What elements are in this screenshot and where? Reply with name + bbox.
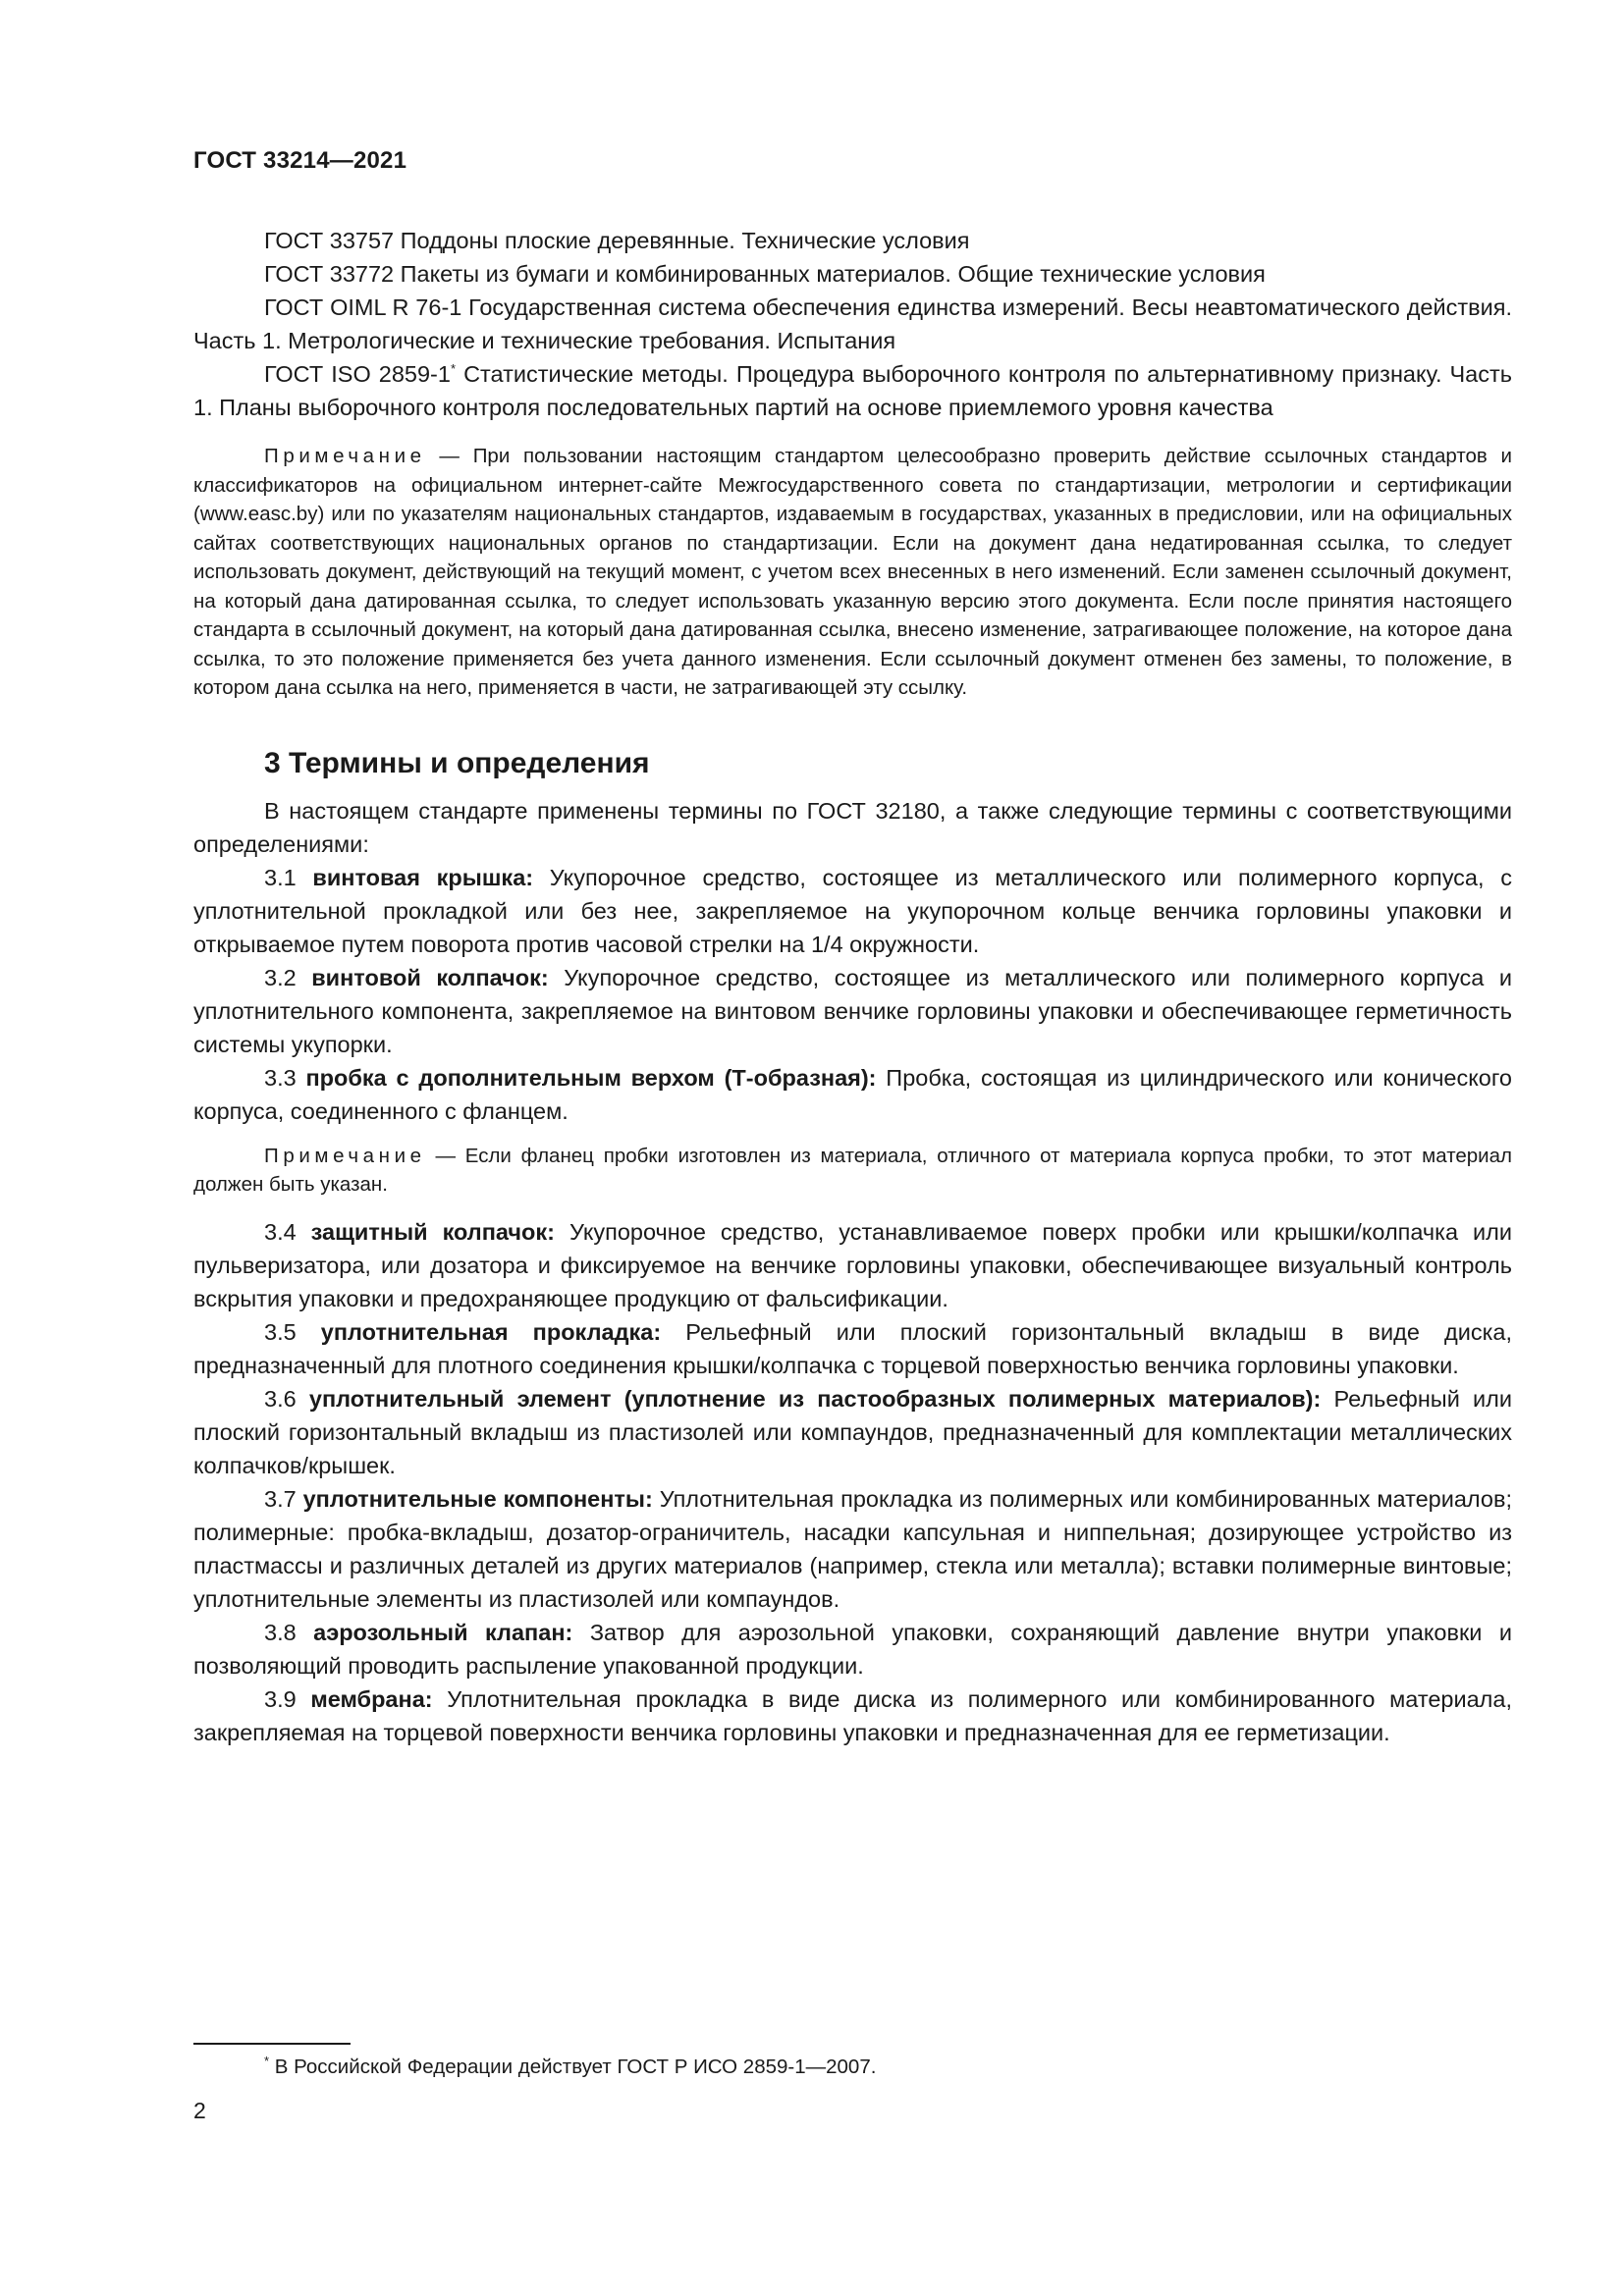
- term-name: винтовая крышка:: [312, 864, 534, 890]
- term-name: уплотнительные компоненты:: [302, 1485, 653, 1512]
- term-text: Уплотнительная прокладка из полимерных или комбинированных материалов; полимерные: пробка-вкладыш, дозатор-ограничитель, насадки капсульная и ниппельная; дозирующее устройство из пластмассы и различных деталей из других материалов (например, стекла или металла); вставки полимерные винтовые; уплотнительные элементы из пластизолей или компаундов.: [193, 1485, 1512, 1612]
- reference-code: ГОСТ ISO 2859-1: [264, 361, 451, 387]
- footnote-mark: *: [450, 361, 457, 377]
- term-number: 3.2: [264, 964, 312, 990]
- term-name: уплотнительный элемент (уплотнение из пастообразных полимерных материалов):: [308, 1385, 1322, 1412]
- note-references: [193, 442, 1512, 703]
- term-number: 3.7: [264, 1485, 303, 1512]
- section-intro: В настоящем стандарте применены термины по ГОСТ 32180, а также следующие термины с соответствующими определениями:: [193, 797, 1512, 857]
- term-name: пробка с дополнительным верхом (Т-образная):: [305, 1064, 877, 1091]
- reference-item: ГОСТ 33757 Поддоны плоские деревянные. Технические условия: [264, 228, 970, 253]
- footnote-divider: [193, 2043, 351, 2045]
- term-number: 3.1: [264, 864, 313, 890]
- term-text: Рельефный или плоский горизонтальный вкладыш в виде диска, предназначенный для плотного соединения крышки/колпачка с торцевой поверхностью венчика горловины упаковки.: [193, 1318, 1512, 1378]
- term-number: 3.4: [264, 1218, 311, 1245]
- term-definition: [193, 861, 1512, 961]
- term-definition: [193, 1315, 1512, 1382]
- term-text: Рельефный или плоский горизонтальный вкладыш из пластизолей или компаундов, предназначенный для комплектации металлических колпачков/крышек.: [193, 1385, 1512, 1478]
- note-text: — Если фланец пробки изготовлен из материала, отличного от материала корпуса пробки, то этот материал должен быть указан.: [193, 1144, 1512, 1196]
- section-heading: 3 Термины и определения: [264, 746, 650, 779]
- term-text: Укупорочное средство, устанавливаемое поверх пробки или крышки/колпачка или пульверизатора, или дозатора и фиксируемое на венчике горловины упаковки, обеспечивающее визуальный контроль вскрытия упаковки и предохраняющее продукцию от фальсификации.: [193, 1218, 1512, 1311]
- term-text: Уплотнительная прокладка в виде диска из полимерного или комбинированного материала, закрепляемая на торцевой поверхности венчика горловины упаковки и предназначенная для ее герметизации.: [193, 1685, 1512, 1745]
- term-number: 3.8: [264, 1619, 314, 1645]
- term-name: аэрозольный клапан:: [313, 1619, 573, 1645]
- note-flange: [193, 1142, 1512, 1200]
- term-text: Пробка, состоящая из цилиндрического или конического корпуса, соединенного с фланцем.: [193, 1064, 1512, 1124]
- term-definition: [193, 1382, 1512, 1482]
- term-name: защитный колпачок:: [310, 1218, 555, 1245]
- term-number: 3.5: [264, 1318, 321, 1345]
- page-number: 2: [193, 2098, 206, 2123]
- term-definition: [193, 1616, 1512, 1682]
- page-content: [193, 224, 1512, 1749]
- footnote: [264, 2054, 876, 2081]
- term-number: 3.6: [264, 1385, 309, 1412]
- footnote-mark: *: [264, 2054, 270, 2069]
- term-definition: [193, 1682, 1512, 1749]
- reference-item: ГОСТ 33772 Пакеты из бумаги и комбинированных материалов. Общие технические условия: [264, 261, 1266, 287]
- term-text: Укупорочное средство, состоящее из металлического или полимерного корпуса и уплотнительного компонента, закрепляемое на винтовом венчике горловины упаковки и обеспечивающее герметичность системы укупорки.: [193, 964, 1512, 1057]
- term-definition: [193, 1061, 1512, 1128]
- reference-title: Статистические методы. Процедура выборочного контроля по альтернативному признаку. Часть 1. Планы выборочного контроля последовательных партий на основе приемлемого уровня качества: [193, 361, 1512, 420]
- note-label: Примечание: [264, 1144, 426, 1167]
- term-number: 3.9: [264, 1685, 311, 1712]
- term-text: Укупорочное средство, состоящее из металлического или полимерного корпуса, с уплотнительной прокладкой или без нее, закрепляемое на укупорочном кольце венчика горловины упаковки и открываемое путем поворота против часовой стрелки на 1/4 окружности.: [193, 864, 1512, 957]
- footnote-text: В Российской Федерации действует ГОСТ Р ИСО 2859-1—2007.: [269, 2056, 877, 2078]
- term-name: мембрана:: [310, 1685, 433, 1712]
- term-text: Затвор для аэрозольной упаковки, сохраняющий давление внутри упаковки и позволяющий проводить распыление упакованной продукции.: [193, 1619, 1512, 1679]
- reference-item: ГОСТ OIML R 76-1 Государственная система обеспечения единства измерений. Весы неавтоматического действия. Часть 1. Метрологические и технические требования. Испытания: [193, 294, 1512, 353]
- term-definition: [193, 1482, 1512, 1616]
- reference-item: [193, 357, 1512, 424]
- note-text: — При пользовании настоящим стандартом целесообразно проверить действие ссылочных стандартов и классификаторов на официальном интернет-сайте Межгосударственного совета по стандартизации, метрологии и сертификации (www.easc.by) или по указателям национальных стандартов, издаваемым в государствах, указанных в предисловии, или на официальных сайтах соответствующих национальных органов по стандартизации. Если на документ дана недатированная ссылка, то следует использовать документ, действующий на текущий момент, с учетом всех внесенных в него изменений. Если заменен ссылочный документ, на который дана датированная ссылка, то следует использовать указанную версию этого документа. Если после принятия настоящего стандарта в ссылочный документ, на который дана датированная ссылка, внесено изменение, затрагивающее положение, на которое дана ссылка, то это положение применяется без учета данного изменения. Если ссылочный документ отменен без замены, то положение, в котором дана ссылка на него, применяется в части, не затрагивающей эту ссылку.: [193, 445, 1512, 699]
- term-name: винтовой колпачок:: [311, 964, 549, 990]
- term-definition: [193, 1215, 1512, 1315]
- term-definition: [193, 961, 1512, 1061]
- document-header: ГОСТ 33214—2021: [193, 147, 407, 174]
- term-name: уплотнительная прокладка:: [320, 1318, 662, 1345]
- note-label: Примечание: [264, 445, 426, 467]
- term-number: 3.3: [264, 1064, 306, 1091]
